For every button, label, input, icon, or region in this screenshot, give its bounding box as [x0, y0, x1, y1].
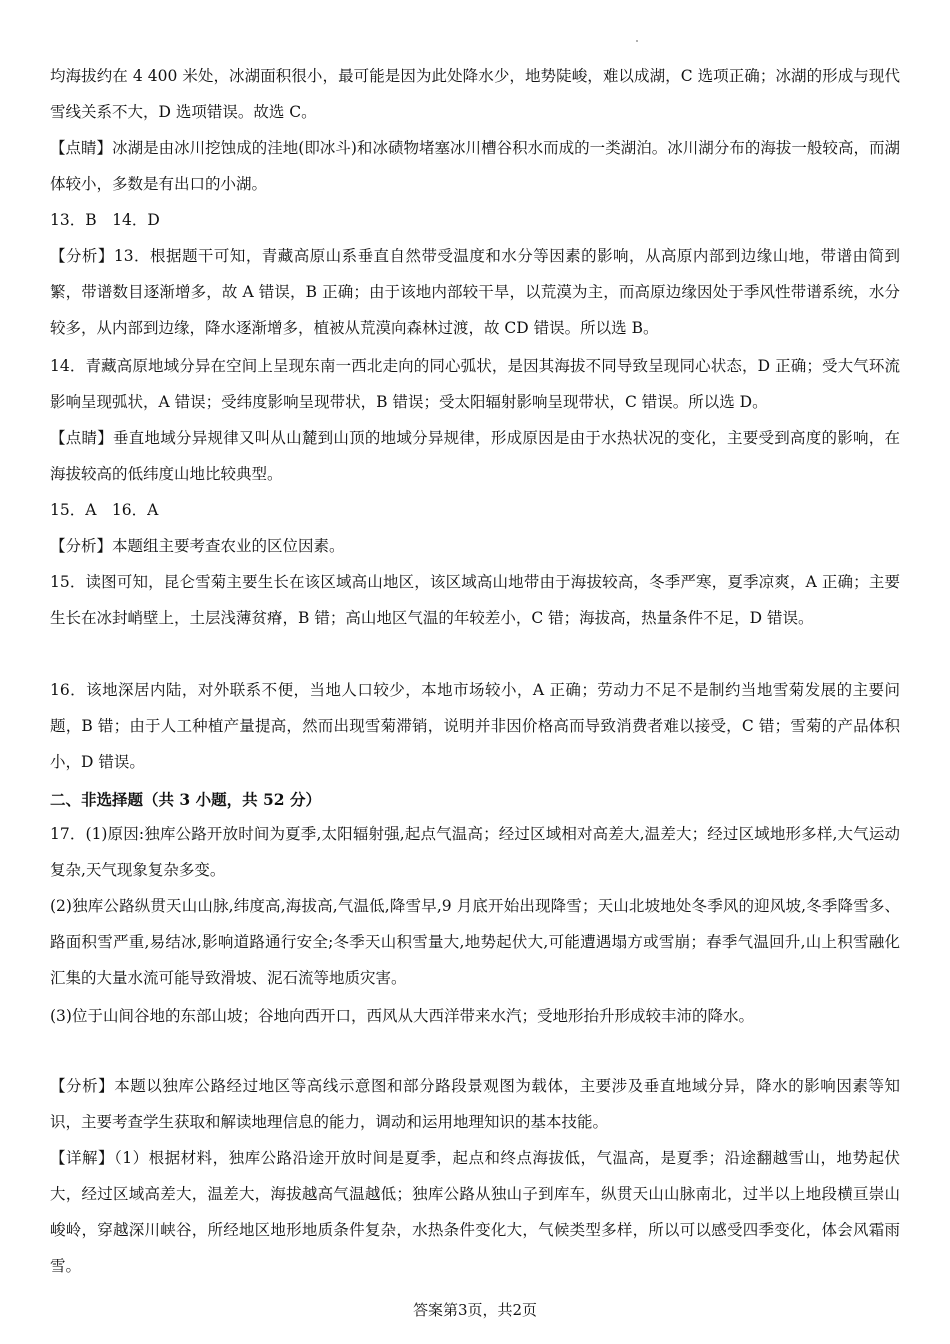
answer-15-16: 15．A 16．A: [50, 501, 159, 519]
paragraph-q14-note: 【点睛】垂直地域分异规律又叫从山麓到山顶的地域分异规律，形成原因是由于水热状况的变化，主要受到高度的影响，在海拔较高的低纬度山地比较典型。: [50, 429, 900, 483]
paragraph-q17-analysis: 【分析】本题以独库公路经过地区等高线示意图和部分路段景观图为载体，主要涉及垂直地域分异，降水的影响因素等知识，主要考查学生获取和解读地理信息的能力，调动和运用地理知识的基本技能。: [50, 1077, 900, 1131]
paragraph-q12-end: 均海拔约在 4 400 米处，冰湖面积很小，最可能是因为此处降水少，地势陡峻，难以成湖，C 选项正确；冰湖的形成与现代雪线关系不大，D 选项错误。故选 C。: [50, 67, 900, 121]
answer-13-14: 13．B 14．D: [50, 211, 160, 229]
paragraph-q17-2: (2)独库公路纵贯天山山脉,纬度高,海拔高,气温低,降雪早,9 月底开始出现降雪；天山北坡地处冬季风的迎风坡,冬季降雪多、路面积雪严重,易结冰,影响道路通行安全;冬季天山积雪量大,地势起伏大,可能遭遇塌方或雪崩；春季气温回升,山上积雪融化汇集的大量水流可能导致滑坡、泥石流等地质灾害。: [50, 897, 900, 987]
paragraph-q17-detail: 【详解】（1）根据材料，独库公路沿途开放时间是夏季，起点和终点海拔低，气温高，是夏季；沿途翻越雪山，地势起伏大，经过区域高差大，温差大，海拔越高气温越低；独库公路从独山子到库车，纵贯天山山脉南北，过半以上地段横亘崇山峻岭，穿越深川峡谷，所经地区地形地质条件复杂，水热条件变化大，气候类型多样，所以可以感受四季变化，体会风霜雨雪。: [50, 1149, 900, 1275]
page-footer: 答案第3页，共2页: [412, 1301, 538, 1319]
paragraph-q15-16-analysis: 【分析】本题组主要考查农业的区位因素。: [50, 537, 345, 555]
paragraph-q13-analysis: 【分析】13．根据题干可知，青藏高原山系垂直自然带受温度和水分等因素的影响，从高原内部到边缘山地，带谱由简到繁，带谱数目逐渐增多，故 A 错误，B 正确；由于该地内部较干旱，以荒漠为主，而高原边缘因处于季风性带谱系统，水分较多，从内部到边缘，降水逐渐增多，植被从荒漠向森林过渡，故 CD 错误。所以选 B。: [50, 247, 900, 337]
paragraph-q15: 15．读图可知，昆仑雪菊主要生长在该区域高山地区，该区域高山地带由于海拔较高，冬季严寒，夏季凉爽，A 正确；主要生长在冰封峭壁上，土层浅薄贫瘠，B 错；高山地区气温的年较差小，C 错；海拔高，热量条件不足，D 错误。: [50, 573, 900, 627]
paragraph-q12-note: 【点睛】冰湖是由冰川挖蚀成的洼地(即冰斗)和冰碛物堵塞冰川槽谷积水而成的一类湖泊。冰川湖分布的海拔一般较高，而湖体较小，多数是有出口的小湖。: [50, 139, 900, 193]
paragraph-q16: 16．该地深居内陆，对外联系不便，当地人口较少，本地市场较小，A 正确；劳动力不足不是制约当地雪菊发展的主要问题，B 错；由于人工种植产量提高，然而出现雪菊滞销，说明并非因价格高而导致消费者难以接受，C 错；雪菊的产品体积小，D 错误。: [50, 681, 900, 771]
scan-speck: [636, 40, 638, 42]
paragraph-q17-3: (3)位于山间谷地的东部山坡；谷地向西开口，西风从大西洋带来水汽；受地形抬升形成较丰沛的降水。: [50, 1007, 754, 1025]
section-heading: 二、非选择题（共 3 小题，共 52 分）: [50, 790, 321, 809]
paragraph-q14-analysis: 14．青藏高原地域分异在空间上呈现东南一西北走向的同心弧状，是因其海拔不同导致呈现同心状态，D 正确；受大气环流影响呈现弧状，A 错误；受纬度影响呈现带状，B 错误；受太阳辐射影响呈现带状，C 错误。所以选 D。: [50, 357, 900, 411]
paragraph-q17-1: 17．(1)原因:独库公路开放时间为夏季,太阳辐射强,起点气温高；经过区域相对高差大,温差大；经过区域地形多样,大气运动复杂,天气现象复杂多变。: [50, 825, 900, 879]
